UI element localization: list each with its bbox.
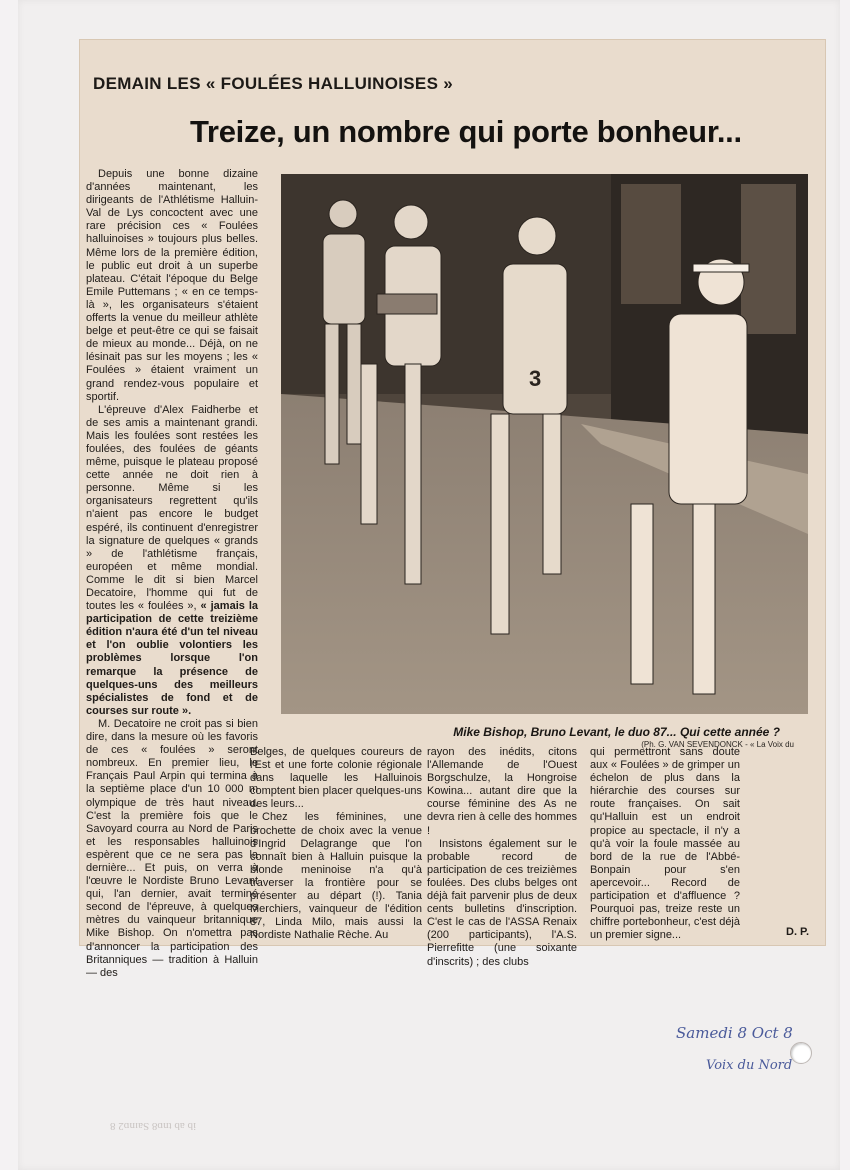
- article-column-2: [250, 746, 422, 942]
- bleed-through-text: ib ab tnɒ8 Saɪnɒ2 8: [110, 1120, 197, 1132]
- article-column-1: [86, 168, 258, 980]
- paragraph: rayon des inédits, citons l'Allemande de l'Ouest Borgschulze, la Hongroise Kowina... autant dire que la course féminine des As ne devra rien à celle des hommes !: [427, 746, 577, 837]
- article-headline: Treize, un nombre qui porte bonheur...: [190, 114, 742, 149]
- paragraph: qui permettront sans doute aux « Foulées » de grimper un échelon de plus dans la hiérarchie des courses sur route françaises. On sait qu'Halluin est un endroit propice au spectacle, il n'y a qu'à voir la foule massée au bord de la rue de l'Abbé-Bonpain pour s'en apercevoir... Record de participation et d'affluence ? Pourquoi pas, treize reste un chiffre portebonheur, c'est déjà un premier signe...: [590, 746, 740, 942]
- photo-credit: (Ph. G. VAN SEVENDONCK - « La Voix du: [641, 740, 794, 749]
- handwritten-date: Samedi 8 Oct 8: [676, 1024, 793, 1042]
- handwritten-source: Voix du Nord: [706, 1058, 793, 1073]
- paragraph: Insistons également sur le probable record de participation de ces treizièmes foulées. Des clubs belges ont déjà fait parvenir plus de deux cents bulletins d'inscription. C'est le cas de l'ASSA Renaix (200 participants), l'A.S. Pierrefitte (une soixante d'inscrits) ; des clubs: [427, 837, 577, 968]
- runners-photo-illustration: [281, 174, 808, 714]
- paragraph: Depuis une bonne dizaine d'années maintenant, les dirigeants de l'Athlétisme Halluin-Val de Lys concoctent avec une rare précision ces « Foulées halluinoises » toujours plus belles. Même lors de la première édition, le public eut droit à un superbe plateau. C'était l'époque du Belge Emile Puttemans ; « en ce temps-là », les organisateurs s'étaient offerts la venue du meilleur athlète belge et peut-être ce qui se faisait de mieux au monde... Déjà, on ne lésinait pas sur les moyens ; les « Foulées » étaient vraiment un grand rendez-vous populaire et sportif.: [86, 168, 258, 403]
- newspaper-clipping: [80, 40, 825, 979]
- photo-caption: Mike Bishop, Bruno Levant, le duo 87... Qui cette année ?: [453, 725, 780, 739]
- svg-text:3: 3: [529, 366, 542, 391]
- article-kicker: DEMAIN LES « FOULÉES HALLUINOISES »: [93, 74, 453, 93]
- paragraph: Belges, de quelques coureurs de l'Est et une forte colonie régionale dans laquelle les Halluinois comptent bien placer quelques-uns des leurs...: [250, 746, 422, 811]
- paragraph: M. Decatoire ne croit pas si bien dire, dans la mesure où les favoris de ces « foulées » seront nombreux. En premier lieu, le Français Paul Arpin qui termina à la septième place d'un 10 000 m olympique de très haut niveau. C'est la première fois que le Savoyard courra au Nord de Paris et les responsables halluinois espèrent que ce ne sera pas la dernière... Et puis, on verra à l'œuvre le Nordiste Bruno Levant qui, l'an dernier, avait terminé second de l'épreuve, à quelques mètres du vainqueur britannique Mike Bishop. On n'omettra pas d'annoncer la participation des Britanniques — tradition à Halluin — des: [86, 717, 258, 979]
- article-column-3: [427, 746, 577, 969]
- article-column-4: [590, 746, 740, 942]
- author-signature: D. P.: [786, 926, 810, 938]
- paragraph: Chez les féminines, une brochette de choix avec la venue d'Ingrid Delagrange que l'on connaît bien à Halluin puisque la blonde meninoise n'a qu'à traverser la frontière pour se présenter au départ (!). Tania Merchiers, vainqueur de l'édition 87, Linda Milo, mais aussi la Nordiste Nathalie Rèche. Au: [250, 811, 422, 942]
- paragraph: [86, 404, 258, 718]
- quote-bold: « jamais la participation de cette treizième édition n'aura été d'un tel niveau et l'on oublie volontiers les problèmes lorsque l'on remarque la présence de quelques-uns des meilleurs spécialistes de fond et de courses sur route ».: [86, 600, 258, 717]
- punch-hole: [790, 1042, 812, 1064]
- runners-photo: [281, 174, 808, 714]
- paragraph-text: L'épreuve d'Alex Faidherbe et de ses amis a maintenant grandi. Mais les foulées sont restées les foulées, des foulées de géants même, puisque le plateau proposé cette année ne doit rien à personne. Même si les organisateurs regrettent qu'ils n'aient pas encore le budget espéré, ils continuent d'enregistrer la signature de quelques « grands » de l'athlétisme français, européen et même mondial. Comme le dit si bien Marcel Decatoire, l'homme qui fut de toutes les « foulées »,: [86, 403, 258, 613]
